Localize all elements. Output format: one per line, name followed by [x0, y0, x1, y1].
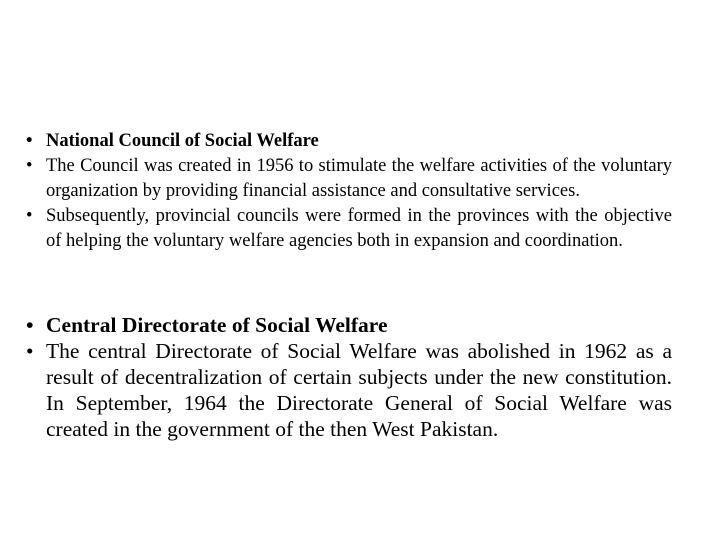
heading-national-council: National Council of Social Welfare: [46, 131, 319, 151]
council-bullet-list: [26, 129, 672, 254]
bullet-icon: •: [26, 131, 33, 151]
directorate-history-text: The central Directorate of Social Welfare was abolished in 1962 as a result of decentralization of certain subjects under the new constitution. In September, 1964 the Directorate General of Social Welfare was created in the government of the then West Pakistan.: [46, 339, 672, 441]
list-item: [26, 204, 672, 254]
bullet-icon: •: [26, 313, 34, 337]
list-item: [26, 338, 672, 442]
heading-central-directorate: Central Directorate of Social Welfare: [46, 313, 388, 337]
directorate-bullet-list: [26, 312, 672, 442]
list-item-heading: [26, 312, 672, 338]
council-creation-text: The Council was created in 1956 to stimulate the welfare activities of the voluntary organization by providing financial assistance and consultative services.: [46, 156, 672, 201]
bullet-icon: •: [26, 339, 34, 363]
bullet-icon: •: [26, 156, 33, 176]
provincial-councils-text: Subsequently, provincial councils were formed in the provinces with the objective of helping the voluntary welfare agencies both in expansion and coordination.: [46, 206, 672, 251]
list-item-heading: [26, 129, 672, 154]
bullet-icon: •: [26, 206, 33, 226]
list-item: [26, 154, 672, 204]
